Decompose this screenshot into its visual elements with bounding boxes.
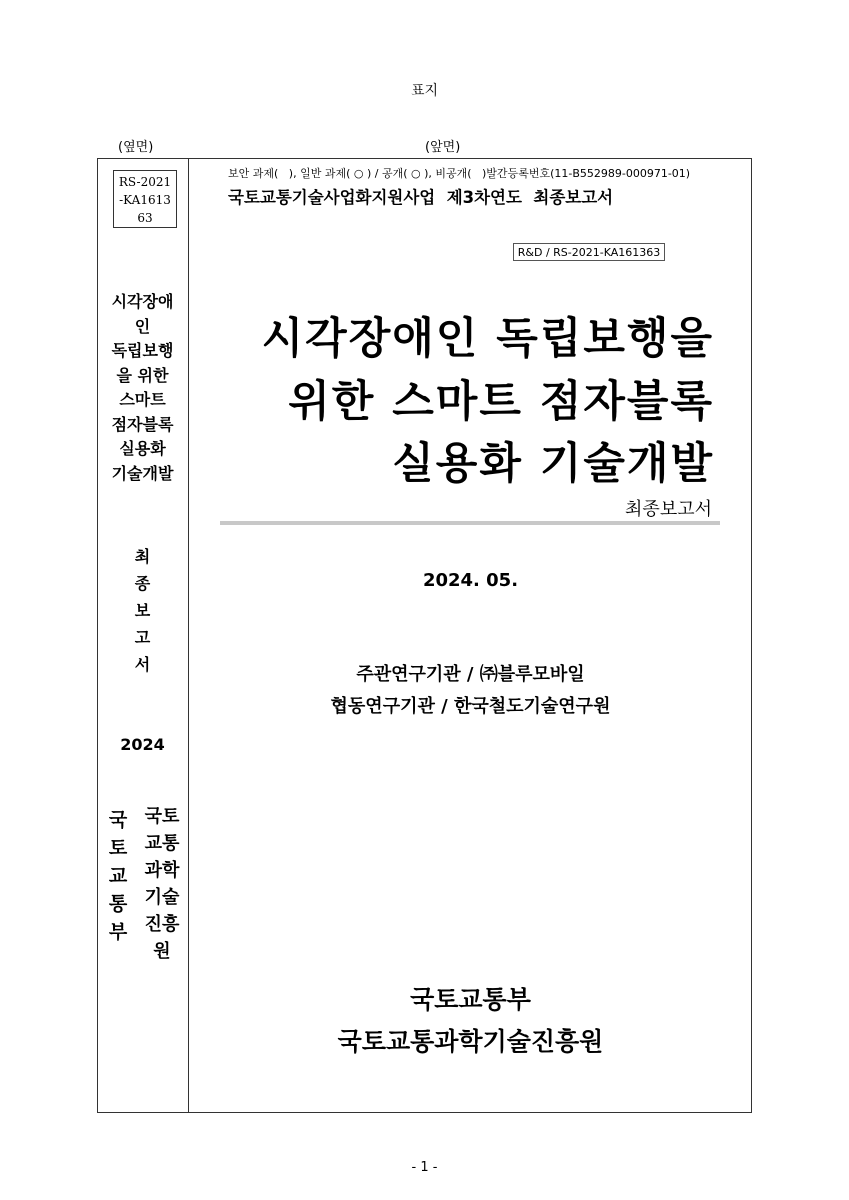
spine-char: 종 (134, 574, 151, 593)
spine-agency (140, 803, 184, 965)
lead-organization: 주관연구기관 / ㈜블루모바일 (356, 664, 585, 685)
page-number: - 1 - (411, 1160, 438, 1175)
main-title-line: 위한 스마트 점자블록 (288, 377, 714, 427)
spine-agency-line: 진흥 (144, 914, 180, 935)
spine-title (97, 290, 188, 486)
page-label: 표지 (410, 83, 439, 99)
partner-organization: 협동연구기관 / 한국철도기술연구원 (330, 696, 611, 717)
spine-char: 국 (108, 809, 128, 831)
spine-char: 토 (108, 837, 128, 859)
spine-title-line: 기술개발 (111, 463, 174, 483)
spine-agency-line: 기술 (144, 887, 180, 908)
spine-title-line: 독립보행 (111, 341, 174, 360)
report-subtitle: 최종보고서 (625, 499, 712, 520)
spine-code-line: 63 (137, 211, 153, 225)
spine-agency-line: 교통 (144, 833, 180, 854)
spine-title-line: 인 (134, 316, 151, 336)
agency-name: 국토교통과학기술진흥원 (337, 1027, 604, 1056)
spine-char: 고 (134, 628, 151, 647)
spine-title-line: 시각장애 (111, 292, 174, 311)
side-label: (옆면) (118, 140, 154, 155)
spine-ministry (106, 806, 130, 946)
spine-code-line: RS-2021 (118, 175, 172, 189)
spine-char: 통 (108, 893, 128, 915)
report-date: 2024. 05. (422, 570, 519, 591)
spine-title-line: 실용화 (119, 439, 166, 458)
spine-report-label (97, 543, 188, 678)
cover-frame (97, 158, 752, 1113)
classification-line: 보안 과제( ), 일반 과제( ○ ) / 공개( ○ ), 비공개( )발간등록번호(11-B552989-000971-01) (228, 167, 691, 180)
program-title: 국토교통기술사업화지원사업 제3차연도 최종보고서 (228, 188, 614, 207)
spine-agency-line: 국토 (144, 806, 180, 827)
main-title-line: 시각장애인 독립보행을 (261, 314, 714, 364)
spine-char: 부 (108, 921, 128, 943)
spine-code-box (113, 170, 177, 228)
spine-char: 보 (134, 601, 151, 620)
front-label: (앞면) (425, 140, 461, 155)
spine-agency-line: 원 (153, 941, 171, 962)
spine-title-line: 을 위한 (116, 365, 169, 385)
main-title-line: 실용화 기술개발 (392, 439, 714, 489)
spine-title-line: 점자블록 (111, 414, 174, 434)
spine-year: 2024 (120, 735, 165, 754)
spine-char: 최 (134, 547, 151, 566)
spine-agency-line: 과학 (144, 860, 180, 881)
spine-title-line: 스마트 (119, 390, 166, 409)
spine-char: 교 (108, 865, 128, 887)
ministry-name: 국토교통부 (410, 985, 531, 1014)
spine-char: 서 (134, 655, 151, 674)
spine-code-line: -KA1613 (119, 193, 171, 207)
project-code-box: R&D / RS-2021-KA161363 (513, 243, 665, 261)
spine-divider (188, 158, 189, 1113)
title-underline (220, 521, 720, 525)
